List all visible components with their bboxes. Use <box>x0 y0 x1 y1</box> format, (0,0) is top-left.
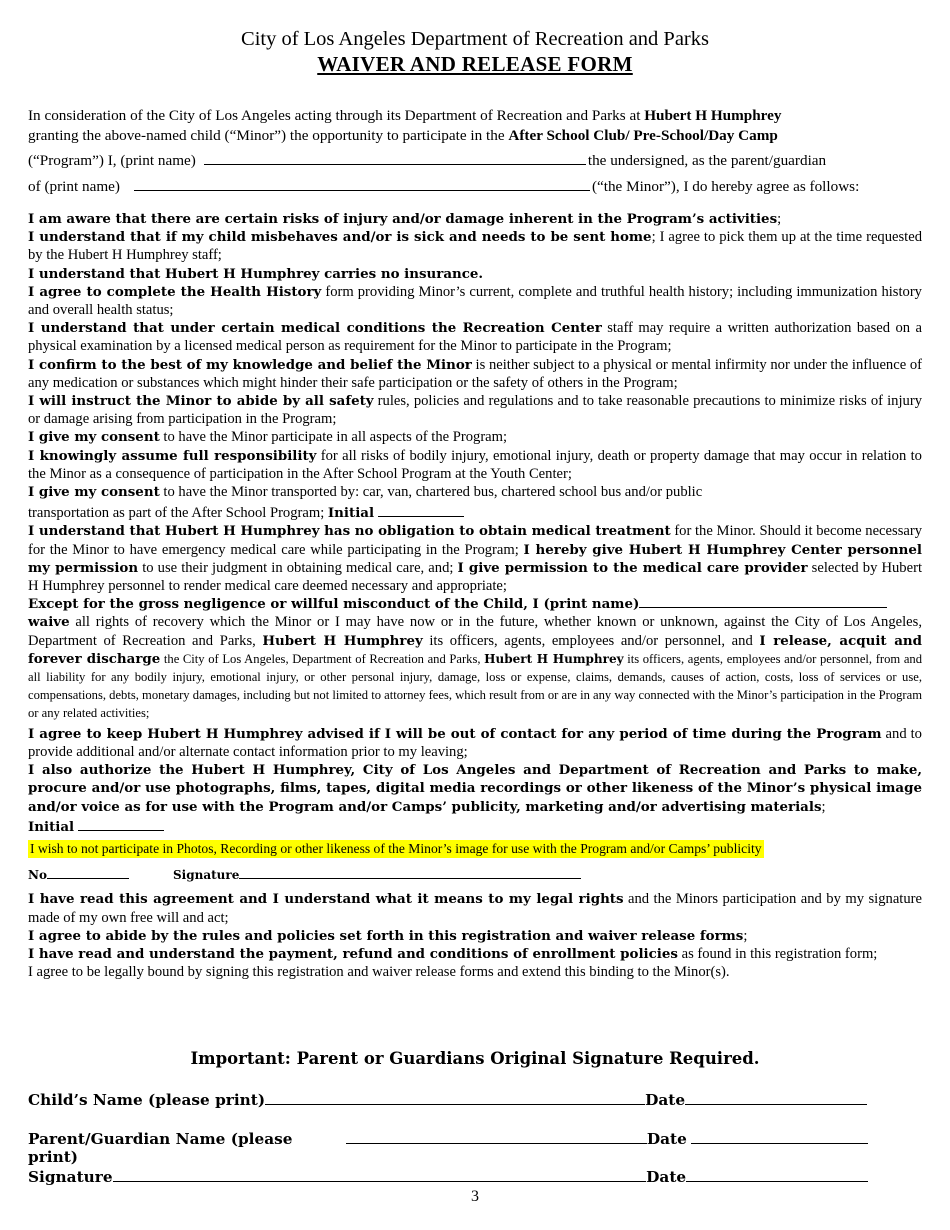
clause: I agree to be legally bound by signing this registration and waiver release forms and extend this binding to the Minor(s). <box>28 964 730 981</box>
clause: I am aware that there are certain risks of injury and/or damage inherent in the Program’s activities; <box>28 211 782 227</box>
parent-date-line[interactable] <box>691 1128 868 1144</box>
media-initial: Initial <box>28 818 922 836</box>
clause-medical: I understand that Hubert H Humphrey has no obligation to obtain medical treatment for the Minor. Should it become necessary for the Minor to have emergency medical care while participating in the Program; I hereby give Hubert H Humphrey Center personnel my permission to use their judgment in obtaining medical care, and; I give permission to the medical care provider selected by Hubert H Humphrey personnel to render medical care deemed necessary and appropriate; <box>28 523 923 595</box>
clause: I have read this agreement and I understand what it means to my legal rights and the Minors participation and by my signature made of my own free will and act; <box>28 891 922 926</box>
waiver-clauses <box>28 210 922 981</box>
release-print-name-line[interactable] <box>639 595 887 608</box>
clause-release: Except for the gross negligence or willful misconduct of the Child, I (print name) <box>28 595 922 613</box>
form-title: WAIVER AND RELEASE FORM <box>317 52 633 76</box>
clause: I understand that Hubert H Humphrey carries no insurance. <box>28 265 484 282</box>
signature-required-notice: Important: Parent or Guardians Original Signature Required. <box>190 1049 760 1068</box>
opt-out-highlight: I wish to not participate in Photos, Recording or other likeness of the Minor’s image for use with the Program and/or Camps’ publicity <box>28 840 764 858</box>
child-date-line[interactable] <box>685 1089 867 1105</box>
minor-print-name-line[interactable] <box>134 176 590 191</box>
clause: I confirm to the best of my knowledge and belief the Minor is neither subject to a physical or mental infirmity nor under the influence of any medication or substances which might hinder their safe participation or the safety of others in the Program; <box>28 356 923 391</box>
parent-print-name-line[interactable] <box>204 150 586 165</box>
opt-out-signature-row: No Signature <box>28 866 922 884</box>
transport-initial-line[interactable] <box>378 504 464 517</box>
parent-name-row: (“Program”) I, (print name) the undersigned, as the parent/guardian <box>28 152 827 169</box>
minor-name-row: of (print name) (“the Minor”), I do hereby agree as follows: <box>28 178 860 195</box>
clause: I have read and understand the payment, refund and conditions of enrollment policies as found in this registration form; <box>28 945 878 962</box>
opt-out-signature-line[interactable] <box>239 867 581 879</box>
clause: I will instruct the Minor to abide by all safety rules, policies and regulations and to take reasonable precautions to minimize risks of injury or damage arising from participation in the Program; <box>28 393 922 428</box>
clause-waive: waive all rights of recovery which the Minor or I may have now or in the future, whether known or unknown, against the City of Los Angeles, Department of Recreation and Parks, Hubert H Humphrey its officers, agents, employees and/or personnel, and I release, acquit and forever discharge the City of Los Angeles, Department of Recreation and Parks, Hubert H Humphrey its officers, agents, employees and/or personnel, from and all liability for any bodily injury, emotional injury, or other personal injury, damage, loss or expense, claims, demands, causes of action, costs, loss of services or use, compensations, debts, monetary damages, including but not limited to attorney fees, which result from or are in any way connected with the Minor’s participation in the Program or any related activities; <box>28 614 923 721</box>
department-heading: City of Los Angeles Department of Recreation and Parks <box>241 28 709 50</box>
parent-name-row-sig: Parent/Guardian Name (please print) Date <box>28 1128 868 1166</box>
page-number: 3 <box>471 1188 479 1205</box>
media-initial-line[interactable] <box>78 818 164 831</box>
clause: I understand that if my child misbehaves and/or is sick and needs to be sent home; I agree to pick them up at the time requested by the Hubert H Humphrey staff; <box>28 229 922 264</box>
opt-out-row <box>28 836 922 858</box>
clause: I agree to abide by the rules and policies set forth in this registration and waiver release forms; <box>28 927 748 944</box>
signature-line[interactable] <box>113 1166 647 1182</box>
clause-transport-initial: transportation as part of the After School Program; Initial <box>28 504 922 522</box>
clause-transport: I give my consent to have the Minor transported by: car, van, chartered bus, chartered school bus and/or public <box>28 484 703 501</box>
clause: I give my consent to have the Minor participate in all aspects of the Program; <box>28 429 508 446</box>
clause: I agree to keep Hubert H Humphrey advised if I will be out of contact for any period of time during the Program and to provide additional and/or alternate contact information prior to my leaving; <box>28 725 922 760</box>
signature-date-line[interactable] <box>686 1166 868 1182</box>
intro-paragraph: In consideration of the City of Los Angeles acting through its Department of Recreation and Parks at Hubert H Humphrey granting the above-named child (“Minor”) the opportunity to participate in the After School Club/ Pre-School/Day Camp <box>28 107 782 144</box>
child-name-line[interactable] <box>265 1089 645 1105</box>
child-name-row: Child’s Name (please print) Date <box>28 1089 868 1109</box>
clause: I understand that under certain medical conditions the Recreation Center staff may require a written authorization based on a physical examination by a licensed medical person as requirement for the Minor to participate in the Program; <box>28 320 923 355</box>
clause: I agree to complete the Health History form providing Minor’s current, complete and truthful health history; including immunization history and overall health status; <box>28 283 922 319</box>
clause-media: I also authorize the Hubert H Humphrey, City of Los Angeles and Department of Recreation and Parks to make, procure and/or use photographs, films, tapes, digital media recordings or other likeness of the Minor’s physical image and/or voice as for use with the Program and/or Camps’ publicity, marketing and/or advertising materials; <box>28 762 922 815</box>
opt-out-no-line[interactable] <box>47 867 129 879</box>
signature-row: Signature Date <box>28 1166 868 1186</box>
parent-name-line[interactable] <box>346 1128 647 1144</box>
clause: I knowingly assume full responsibility for all risks of bodily injury, emotional injury, death or property damage that may occur in relation to the Minor as a consequence of participation in the After School Program at the Youth Center; <box>28 447 922 482</box>
